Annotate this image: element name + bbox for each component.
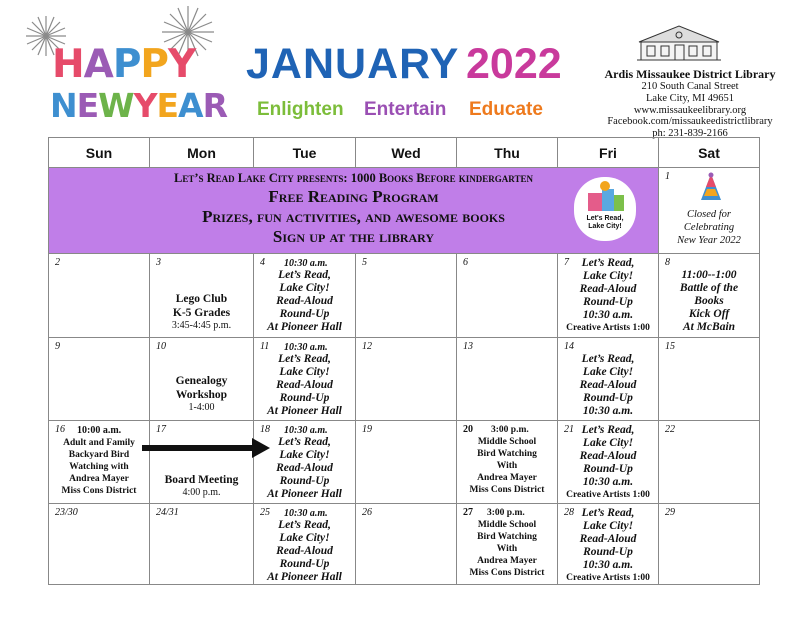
event-line: Lake City! bbox=[582, 520, 634, 532]
day-cell-25 bbox=[253, 503, 356, 585]
event-time: 10:30 a.m. bbox=[582, 405, 634, 417]
event-time: 10:00 a.m. bbox=[77, 425, 122, 436]
event-location: At Pioneer Hall bbox=[267, 571, 342, 583]
day-number: 2 bbox=[55, 257, 60, 268]
banner-line2: Free Reading Program bbox=[268, 187, 439, 206]
event-line: Kick Off bbox=[688, 308, 730, 320]
newyear-letter: A bbox=[178, 86, 203, 125]
day-number: 27 bbox=[463, 507, 473, 518]
event-line: Lake City! bbox=[279, 282, 330, 294]
event-line: Andrea Mayer bbox=[477, 556, 537, 566]
event-line: Read-Aloud bbox=[276, 545, 333, 557]
event-time: 10:30 a.m. bbox=[582, 476, 634, 488]
weekday-tue: Tue bbox=[253, 137, 356, 168]
event-time: 10:30 a.m. bbox=[582, 559, 634, 571]
happy-letter: P bbox=[112, 42, 141, 87]
event-line: Round-Up bbox=[279, 308, 330, 320]
event-location: At Pioneer Hall bbox=[267, 488, 342, 500]
event-line: Bird Watching bbox=[477, 449, 537, 459]
event-location: Miss Cons District bbox=[61, 486, 137, 496]
day-cell-14 bbox=[557, 337, 659, 421]
event-line: Lake City! bbox=[582, 437, 634, 449]
event-line: Read-Aloud bbox=[579, 450, 637, 462]
event-line: Let’s Read, bbox=[581, 353, 635, 365]
event-line: Let’s Read, bbox=[278, 436, 331, 448]
weekday-wed: Wed bbox=[355, 137, 457, 168]
event-line: Read-Aloud bbox=[276, 462, 333, 474]
event-title: Lego Club bbox=[175, 293, 228, 305]
day-cell-21 bbox=[557, 420, 659, 504]
event-line: Let’s Read, bbox=[278, 353, 331, 365]
day-cell-11 bbox=[253, 337, 356, 421]
event-line: Battle of the bbox=[679, 282, 739, 294]
library-name: Ardis Missaukee District Library bbox=[604, 67, 776, 81]
event-extra: Creative Artists 1:00 bbox=[566, 490, 650, 500]
event-line: Read-Aloud bbox=[579, 379, 637, 391]
library-phone: ph: 231-839-2166 bbox=[652, 128, 728, 139]
event-line: Round-Up bbox=[279, 558, 330, 570]
event-line: Middle School bbox=[477, 437, 537, 447]
event-line: With bbox=[496, 544, 518, 554]
day-cell-7 bbox=[557, 253, 659, 338]
day-number: 5 bbox=[362, 257, 367, 268]
day-cell-10 bbox=[149, 337, 254, 421]
event-line: Round-Up bbox=[279, 475, 330, 487]
event-subtitle: Workshop bbox=[175, 389, 228, 401]
day-number: 20 bbox=[463, 424, 473, 435]
event-time: 10:30 a.m. bbox=[284, 425, 328, 436]
day-cell-16 bbox=[48, 420, 150, 504]
event-line: Read-Aloud bbox=[276, 295, 333, 307]
event-time: 3:00 p.m. bbox=[487, 508, 525, 518]
event-line: With bbox=[496, 461, 518, 471]
day-number: 4 bbox=[260, 257, 265, 268]
day-cell-29 bbox=[658, 503, 760, 585]
event-line: Read-Aloud bbox=[579, 283, 637, 295]
day-cell-24-31 bbox=[149, 503, 254, 585]
day-number: 11 bbox=[260, 341, 270, 352]
day-cell-17 bbox=[149, 420, 254, 504]
tagline-enlighten: Enlighten bbox=[257, 99, 344, 120]
event-title: Board Meeting bbox=[164, 474, 239, 486]
day-cell-28 bbox=[557, 503, 659, 585]
happy-title bbox=[52, 42, 196, 87]
event-line: Let’s Read, bbox=[581, 257, 635, 269]
day-number: 8 bbox=[665, 257, 670, 268]
event-line: Adult and Family bbox=[63, 438, 135, 448]
party-hat-icon bbox=[699, 172, 723, 202]
logo-subtext: Lake City! bbox=[588, 223, 622, 230]
lets-read-logo bbox=[574, 177, 636, 241]
day-cell-9 bbox=[48, 337, 150, 421]
day-number: 28 bbox=[564, 507, 574, 518]
day-cell-19 bbox=[355, 420, 457, 504]
event-line: Books bbox=[694, 295, 724, 307]
day-cell-1 bbox=[658, 167, 760, 254]
day-cell-3 bbox=[149, 253, 254, 338]
event-line: Bird Watching bbox=[477, 532, 537, 542]
logo-text: Let's Read, bbox=[586, 215, 624, 222]
day-number: 1 bbox=[665, 171, 670, 182]
event-line: Round-Up bbox=[279, 392, 330, 404]
newyear-letter: R bbox=[202, 86, 227, 125]
library-address1: 210 South Canal Street bbox=[641, 81, 739, 92]
day-number: 16 bbox=[55, 424, 65, 435]
event-time: 11:00--1:00 bbox=[681, 269, 737, 281]
event-line: Andrea Mayer bbox=[69, 474, 129, 484]
books-logo-icon bbox=[574, 177, 636, 217]
tagline-entertain: Entertain bbox=[364, 99, 447, 120]
day-cell-15 bbox=[658, 337, 760, 421]
event-line: Andrea Mayer bbox=[477, 473, 537, 483]
month-title: JANUARY bbox=[246, 40, 460, 88]
happy-letter: Y bbox=[168, 42, 196, 87]
banner-line1: Let’s Read Lake City presents: 1000 Books Before kindergarten bbox=[174, 171, 533, 185]
closed-note-1: Closed for bbox=[686, 209, 732, 220]
event-location: At McBain bbox=[682, 321, 736, 333]
library-building-icon bbox=[633, 22, 725, 64]
event-time: 3:45-4:45 p.m. bbox=[171, 320, 232, 331]
day-number: 9 bbox=[55, 341, 60, 352]
day-cell-12 bbox=[355, 337, 457, 421]
newyear-letter: E bbox=[76, 86, 99, 125]
newyear-letter: W bbox=[98, 86, 134, 125]
event-location: At Pioneer Hall bbox=[267, 321, 342, 333]
event-line: Let’s Read, bbox=[581, 424, 635, 436]
day-number: 21 bbox=[564, 424, 574, 435]
closed-note-2: Celebrating bbox=[683, 222, 735, 233]
event-line: Let’s Read, bbox=[581, 507, 635, 519]
weekday-fri: Fri bbox=[557, 137, 659, 168]
day-cell-5 bbox=[355, 253, 457, 338]
new-year-title bbox=[50, 88, 227, 124]
event-line: Lake City! bbox=[279, 449, 330, 461]
day-cell-22 bbox=[658, 420, 760, 504]
event-extra: Creative Artists 1:00 bbox=[566, 573, 650, 583]
day-number: 6 bbox=[463, 257, 468, 268]
day-cell-27 bbox=[456, 503, 558, 585]
day-number: 24/31 bbox=[156, 507, 179, 518]
weekday-mon: Mon bbox=[149, 137, 254, 168]
day-number: 7 bbox=[564, 257, 569, 268]
event-line: Lake City! bbox=[582, 270, 634, 282]
day-number: 19 bbox=[362, 424, 372, 435]
event-title: Genealogy bbox=[175, 375, 228, 387]
event-line: Lake City! bbox=[582, 366, 634, 378]
event-line: Middle School bbox=[477, 520, 537, 530]
event-time: 10:30 a.m. bbox=[284, 342, 328, 353]
happy-letter: P bbox=[140, 42, 169, 87]
banner-line3: Prizes, fun activities, and awesome books bbox=[202, 207, 505, 226]
day-number: 23/30 bbox=[55, 507, 78, 518]
day-cell-2 bbox=[48, 253, 150, 338]
happy-letter: H bbox=[52, 42, 84, 87]
event-line: Backyard Bird bbox=[68, 450, 130, 460]
event-line: Watching with bbox=[69, 462, 129, 472]
day-cell-23-30 bbox=[48, 503, 150, 585]
event-line: Round-Up bbox=[583, 296, 633, 308]
day-cell-20 bbox=[456, 420, 558, 504]
day-number: 29 bbox=[665, 507, 675, 518]
day-cell-18 bbox=[253, 420, 356, 504]
event-line: Round-Up bbox=[583, 546, 633, 558]
event-time: 4:00 p.m. bbox=[182, 487, 221, 498]
event-line: Read-Aloud bbox=[276, 379, 333, 391]
newyear-letter: E bbox=[156, 86, 179, 125]
event-line: Read-Aloud bbox=[579, 533, 637, 545]
newyear-letter: N bbox=[50, 86, 77, 125]
day-cell-4 bbox=[253, 253, 356, 338]
event-subtitle: K-5 Grades bbox=[172, 307, 231, 319]
library-facebook: Facebook.com/missaukeedistrictlibrary bbox=[607, 116, 773, 127]
event-time: 1-4:00 bbox=[188, 402, 215, 413]
event-line: Let’s Read, bbox=[278, 519, 331, 531]
event-line: Round-Up bbox=[583, 392, 633, 404]
day-number: 15 bbox=[665, 341, 675, 352]
day-number: 10 bbox=[156, 341, 166, 352]
closed-note-3: New Year 2022 bbox=[677, 235, 741, 246]
day-cell-8 bbox=[658, 253, 760, 338]
weekday-sat: Sat bbox=[658, 137, 760, 168]
day-number: 22 bbox=[665, 424, 675, 435]
event-time: 10:30 a.m. bbox=[284, 508, 328, 519]
year-title: 2022 bbox=[466, 40, 562, 88]
event-location: At Pioneer Hall bbox=[267, 405, 342, 417]
event-line: Lake City! bbox=[279, 532, 330, 544]
event-line: Round-Up bbox=[583, 463, 633, 475]
day-number: 3 bbox=[156, 257, 161, 268]
tagline-educate: Educate bbox=[469, 99, 543, 120]
event-extra: Creative Artists 1:00 bbox=[566, 323, 650, 333]
newyear-letter: Y bbox=[133, 86, 157, 125]
day-cell-6 bbox=[456, 253, 558, 338]
event-line: Lake City! bbox=[279, 366, 330, 378]
weekday-sun: Sun bbox=[48, 137, 150, 168]
event-location: Miss Cons District bbox=[469, 568, 545, 578]
calendar-grid bbox=[48, 137, 760, 585]
event-time: 3:00 p.m. bbox=[491, 425, 529, 435]
library-website: www.missaukeelibrary.org bbox=[633, 105, 747, 116]
banner-line4: Sign up at the library bbox=[272, 227, 435, 246]
day-number: 17 bbox=[156, 424, 166, 435]
happy-letter: A bbox=[83, 42, 113, 87]
day-number: 12 bbox=[362, 341, 372, 352]
reading-program-banner bbox=[48, 167, 659, 254]
day-number: 13 bbox=[463, 341, 473, 352]
arrow-icon bbox=[142, 438, 272, 458]
day-number: 26 bbox=[362, 507, 372, 518]
weekday-thu: Thu bbox=[456, 137, 558, 168]
day-number: 25 bbox=[260, 507, 270, 518]
day-cell-26 bbox=[355, 503, 457, 585]
event-time: 10:30 a.m. bbox=[284, 258, 328, 269]
day-number: 18 bbox=[260, 424, 270, 435]
event-location: Miss Cons District bbox=[469, 485, 545, 495]
event-line: Let’s Read, bbox=[278, 269, 331, 281]
day-number: 14 bbox=[564, 341, 574, 352]
day-cell-13 bbox=[456, 337, 558, 421]
library-address2: Lake City, MI 49651 bbox=[646, 93, 734, 104]
event-time: 10:30 a.m. bbox=[582, 309, 634, 321]
